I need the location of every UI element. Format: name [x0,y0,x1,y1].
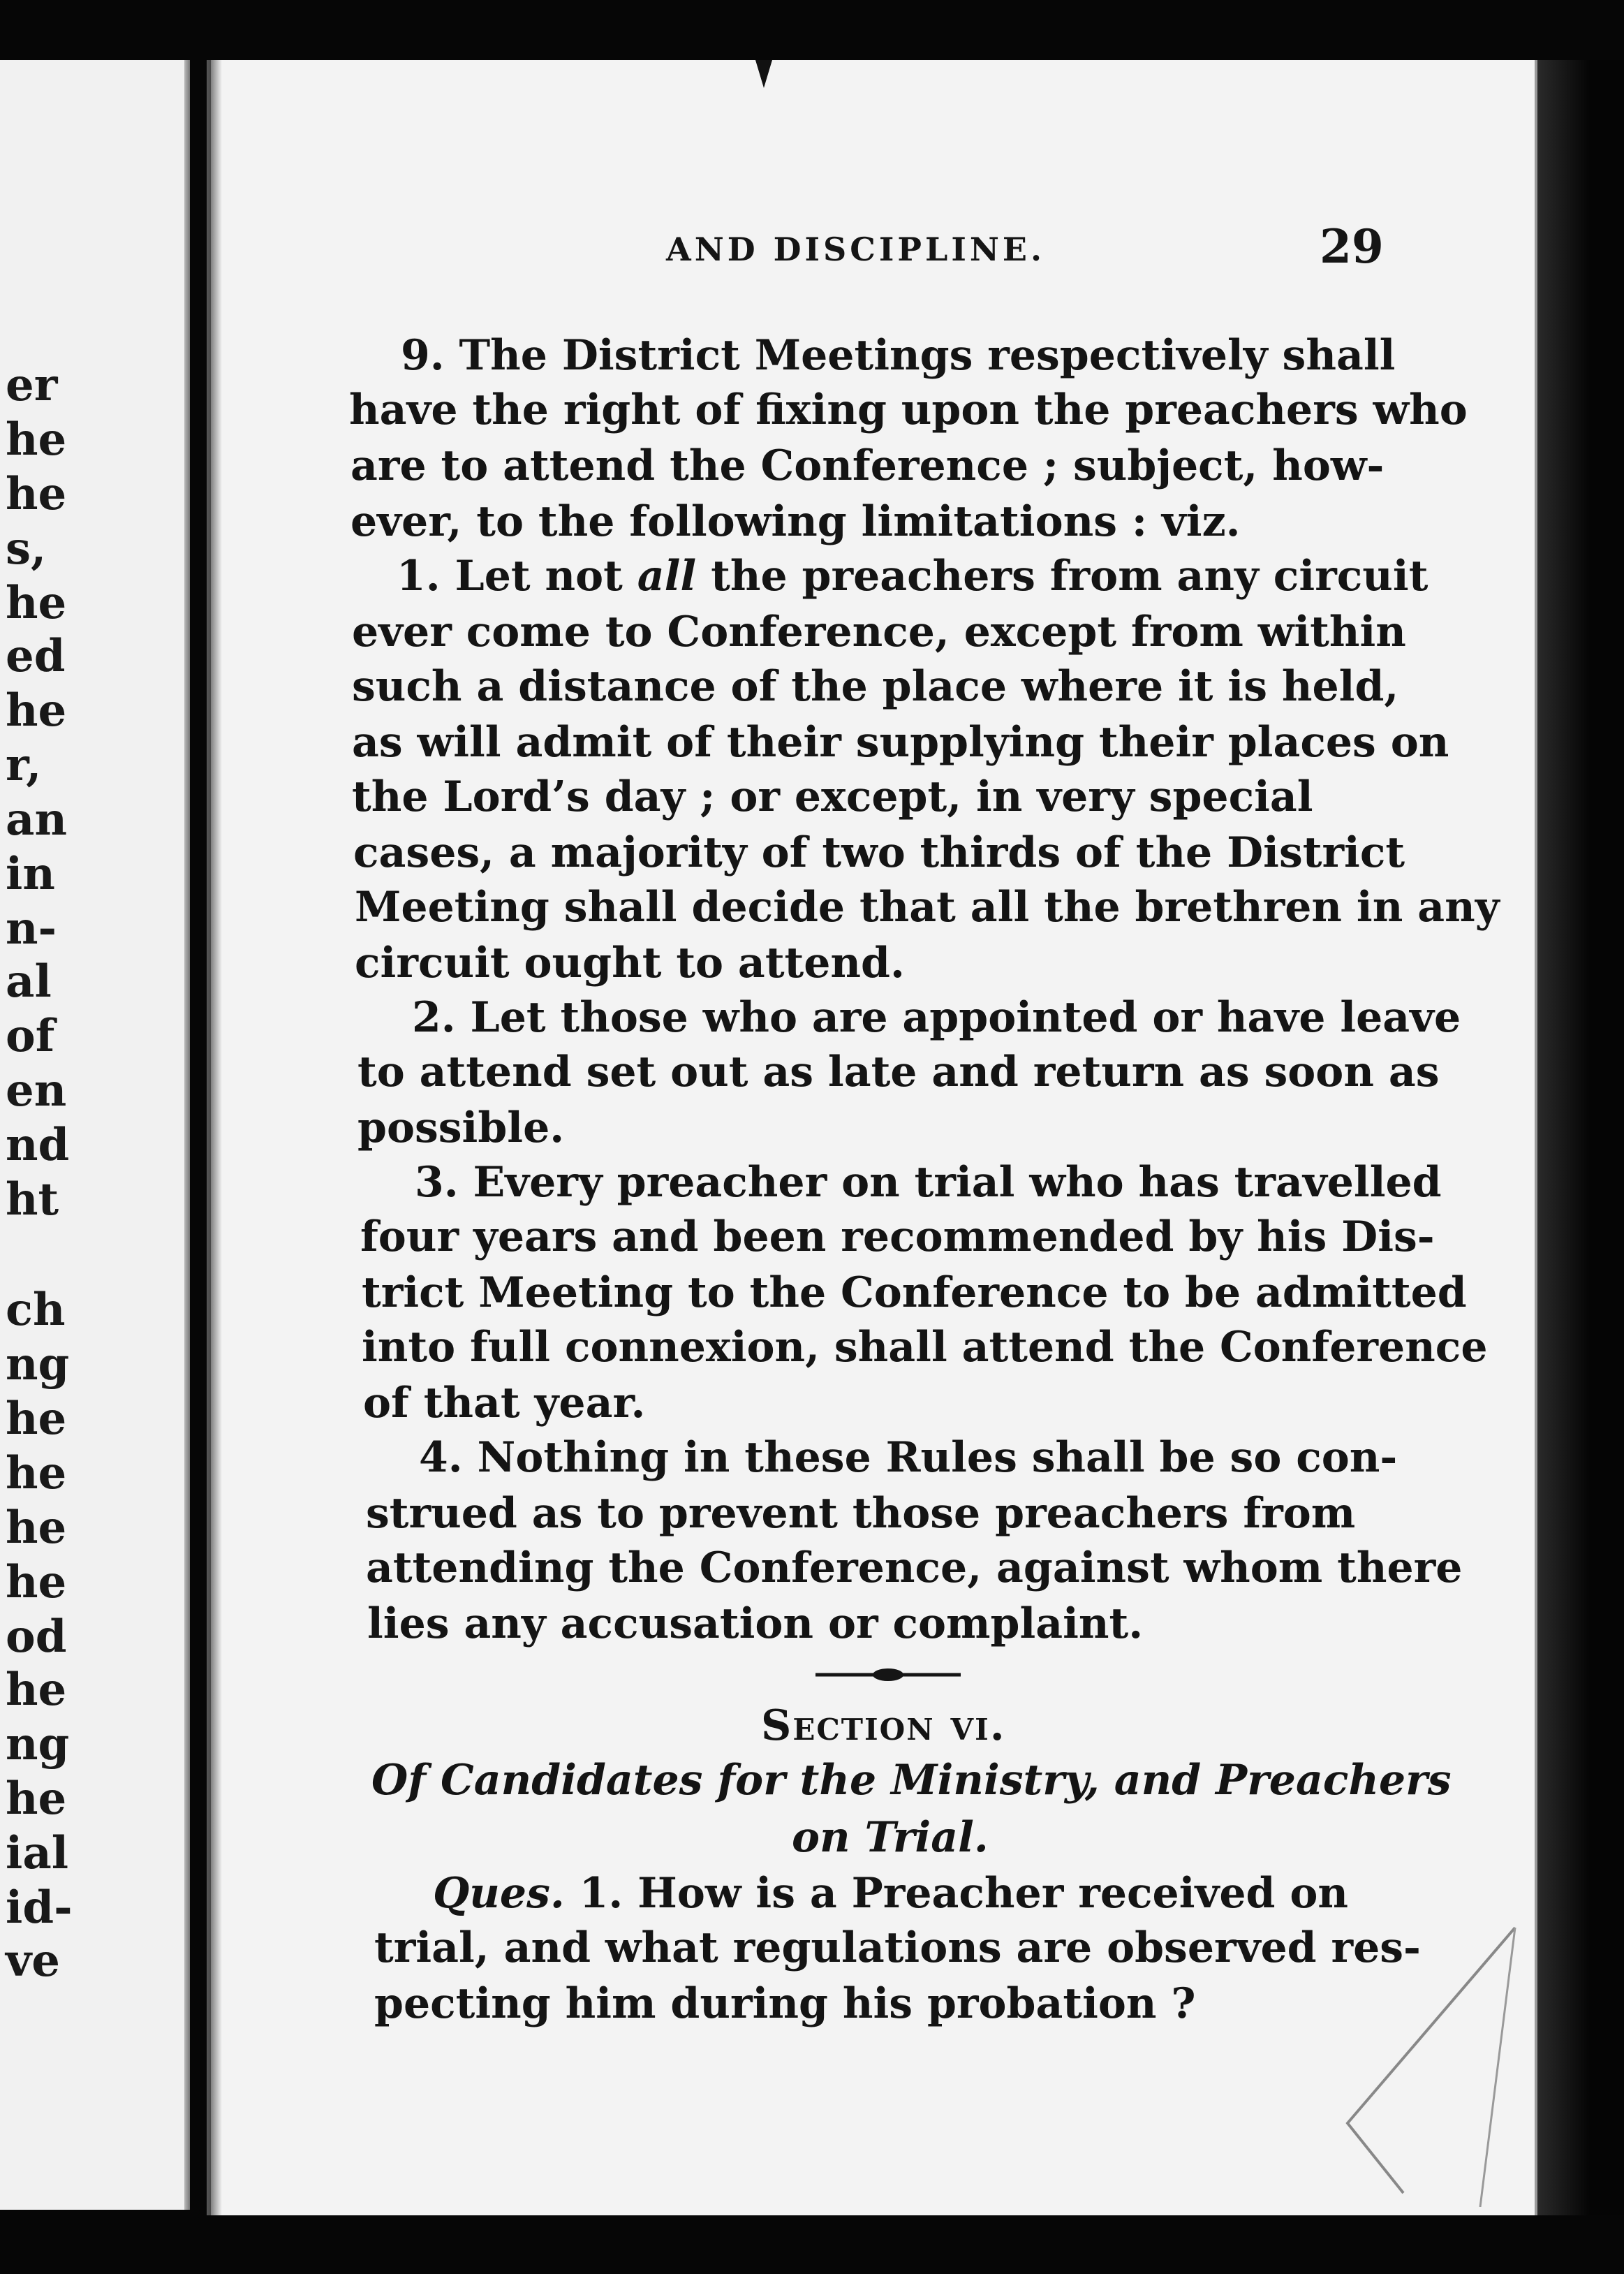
facing-page-fragment: al [6,955,52,1008]
facing-page-fragment: nd [6,1119,70,1171]
facing-page-fragment: he [6,684,67,737]
text-line: 9. The District Meetings respectively shall [401,331,1396,380]
facing-page-fragment: he [6,577,67,629]
facing-page-fragment: n- [6,902,57,955]
question-label: Ques. [433,1869,565,1918]
text-line: such a distance of the place where it is held, [352,662,1399,711]
facing-page-fragment: ed [6,630,66,682]
text-line: have the right of fixing upon the preachers who [349,386,1468,434]
running-head: AND DISCIPLINE. [666,230,1045,268]
facing-page-fragment: he [6,1664,67,1716]
facing-page-edge [184,60,190,2210]
text-line: circuit ought to attend. [355,939,905,988]
facing-page-fragment: ng [6,1338,70,1391]
question-text: 1. How is a Preacher received on [564,1869,1349,1918]
facing-page-fragment: ht [6,1173,59,1226]
facing-page-fragment: an [6,793,67,846]
facing-page-fragment: er [6,359,58,411]
facing-page-fragment: he [6,1773,67,1825]
text-line: 4. Nothing in these Rules shall be so con- [419,1433,1398,1482]
facing-page-fragment: he [6,1556,67,1608]
section-title [761,1701,1006,1750]
facing-page-fragment: en [6,1064,67,1117]
text-line: are to attend the Conference ; subject, how- [350,441,1385,490]
text-line: to attend set out as late and return as soon as [357,1048,1440,1096]
section-title-text: Section vi. [761,1701,1006,1750]
facing-page-fragment: he [6,468,67,520]
question-line: trial, and what regulations are observed res- [374,1923,1421,1972]
text-line: possible. [357,1103,565,1152]
section-subtitle-continued: on Trial. [792,1813,989,1862]
page-notch [755,60,772,88]
text-line: trict Meeting to the Conference to be admitted [362,1268,1467,1317]
facing-page-fragment: od [6,1611,67,1663]
text-line: as will admit of their supplying their places on [352,718,1449,767]
text-line: ever come to Conference, except from within [352,608,1406,656]
facing-page-fragment: he [6,1447,67,1499]
facing-page-fragment: of [6,1010,55,1062]
facing-page-fragment: id- [6,1881,73,1934]
text-line: 2. Let those who are appointed or have leave [412,993,1461,1042]
text-run: the preachers from any circuit [696,552,1429,601]
facing-page-fragment: he [6,1393,67,1445]
text-line: attending the Conference, against whom there [366,1543,1463,1592]
text-line: Meeting shall decide that all the brethren in any [355,883,1500,932]
facing-page-fragment: ve [6,1935,60,1987]
text-run: 1. Let not [397,552,637,601]
facing-page-fragment: ch [6,1284,66,1336]
facing-page-fragment: ial [6,1827,69,1879]
text-line: of that year. [363,1379,646,1428]
facing-page-fragment: in [6,848,55,900]
text-line: cases, a majority of two thirds of the District [353,828,1405,877]
text-line: strued as to prevent those preachers from [366,1489,1356,1538]
facing-page-fragment: r, [6,739,42,791]
text-line: four years and been recommended by his Dis- [360,1212,1435,1261]
text-line: into full connexion, shall attend the Conference [362,1323,1488,1372]
text-line: the Lord’s day ; or except, in very special [352,772,1313,821]
facing-page-fragment: s, [6,522,47,575]
page-edge-shadow [1537,60,1624,2215]
text-line: 3. Every preacher on trial who has travelled [415,1158,1442,1207]
spine-shadow [207,60,222,2215]
section-ornament [815,1666,961,1683]
page-number: 29 [1320,219,1384,274]
text-line [397,553,1428,599]
page-corner-fold [1341,1914,1536,2207]
section-subtitle: Of Candidates for the Ministry, and Preachers [371,1756,1452,1805]
question-line [433,1870,1348,1916]
facing-page-fragment: he [6,413,67,466]
text-line: lies any accusation or complaint. [367,1599,1144,1648]
question-line: pecting him during his probation ? [374,1979,1196,2028]
text-line: ever, to the following limitations : viz. [350,497,1241,546]
facing-page [0,60,190,2210]
facing-page-fragment: ng [6,1718,70,1770]
facing-page-fragment: he [6,1502,67,1554]
emphasis-all: all [637,552,697,601]
